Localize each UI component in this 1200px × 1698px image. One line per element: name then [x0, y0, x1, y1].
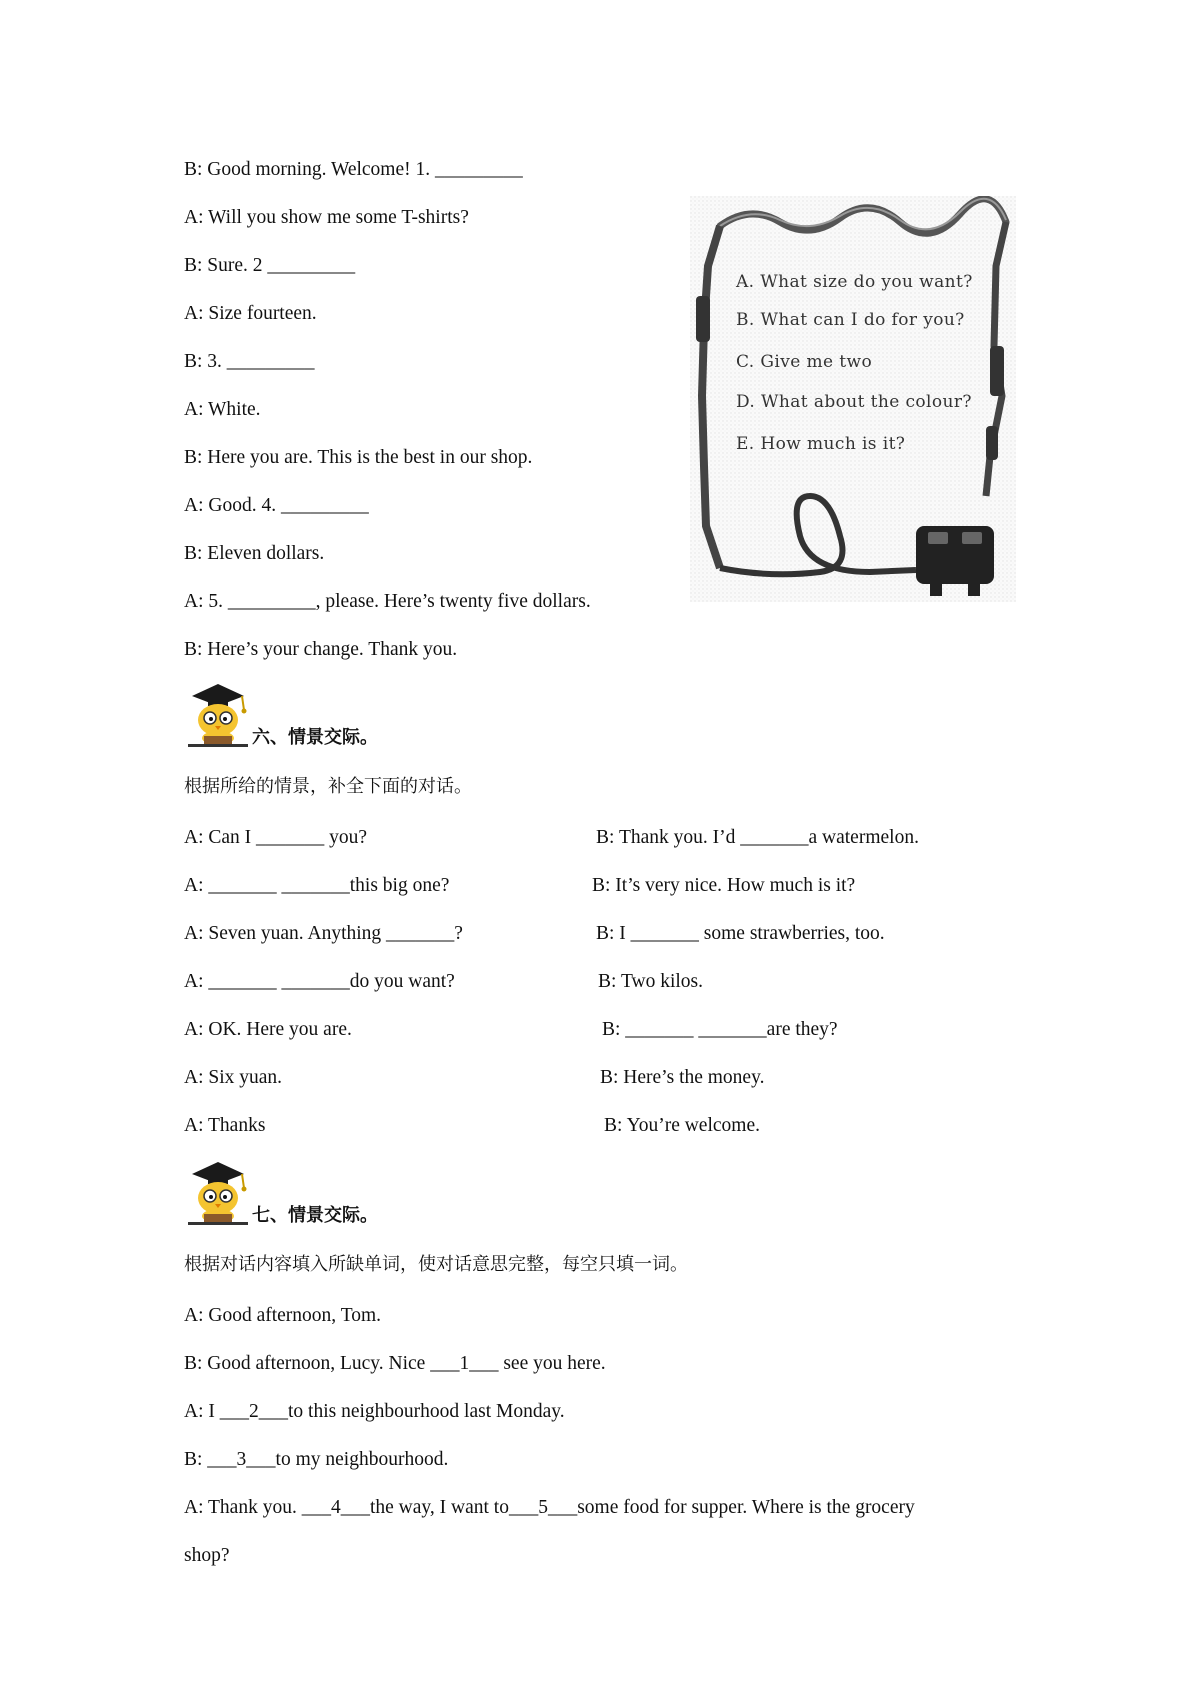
dialogue-line: B: Eleven dollars. — [184, 543, 325, 564]
section7-heading — [184, 1158, 584, 1228]
dialogue-line-b: B: Thank you. I’d _______a watermelon. — [596, 827, 919, 848]
dialogue-line: A: Thank you. ___4___the way, I want to___5___some food for supper. Where is the grocery — [184, 1497, 915, 1518]
dialogue-line: A: Good afternoon, Tom. — [184, 1305, 382, 1326]
dialogue-line-a: A: Thanks — [184, 1115, 266, 1136]
dialogue-line-b: B: It’s very nice. How much is it? — [592, 875, 856, 896]
dialogue-line-a: A: OK. Here you are. — [184, 1019, 352, 1040]
dialogue-line: B: Sure. 2 _________ — [184, 255, 356, 276]
dialogue-line: B: ___3___to my neighbourhood. — [184, 1449, 449, 1470]
dialogue-line-a: A: Seven yuan. Anything _______? — [184, 923, 463, 944]
dialogue-line-b: B: _______ _______are they? — [602, 1019, 838, 1040]
dialogue-line: B: Here’s your change. Thank you. — [184, 639, 458, 660]
option-a: A. What size do you want? — [736, 272, 973, 292]
dialogue-line: B: 3. _________ — [184, 351, 315, 372]
section7-title: 七、情景交际。 — [252, 1205, 378, 1226]
dialogue-line: A: White. — [184, 399, 261, 420]
dialogue-line-a: A: Can I _______ you? — [184, 827, 368, 848]
section6-title: 六、情景交际。 — [252, 727, 378, 748]
section6-heading — [184, 680, 584, 750]
option-b: B. What can I do for you? — [736, 310, 965, 330]
dialogue-line: A: I ___2___to this neighbourhood last Monday. — [184, 1401, 565, 1422]
dialogue-line-b: B: Here’s the money. — [600, 1067, 765, 1088]
dialogue-line: A: Size fourteen. — [184, 303, 317, 324]
owl-scholar-icon — [184, 1158, 250, 1228]
dialogue-line: A: Will you show me some T-shirts? — [184, 207, 469, 228]
section7-instruction: 根据对话内容填入所缺单词，使对话意思完整，每空只填一词。 — [184, 1254, 688, 1275]
dialogue-line: B: Here you are. This is the best in our shop. — [184, 447, 533, 468]
dialogue-line-a: A: _______ _______do you want? — [184, 971, 455, 992]
section6-instruction: 根据所给的情景，补全下面的对话。 — [184, 776, 472, 797]
dialogue-line: A: Good. 4. _________ — [184, 495, 369, 516]
owl-scholar-icon — [184, 680, 250, 750]
dialogue-line-a: A: _______ _______this big one? — [184, 875, 450, 896]
dialogue-line: shop? — [184, 1545, 230, 1566]
dialogue-line: A: 5. _________, please. Here’s twenty five dollars. — [184, 591, 591, 612]
option-c: C. Give me two — [736, 352, 873, 372]
dialogue-line-a: A: Six yuan. — [184, 1067, 283, 1088]
options-panel — [690, 196, 1016, 602]
dialogue-line: B: Good morning. Welcome! 1. _________ — [184, 159, 523, 180]
dialogue-line-b: B: You’re welcome. — [604, 1115, 760, 1136]
dialogue-line: B: Good afternoon, Lucy. Nice ___1___ see you here. — [184, 1353, 606, 1374]
option-d: D. What about the colour? — [736, 392, 972, 412]
dialogue-line-b: B: I _______ some strawberries, too. — [596, 923, 885, 944]
option-e: E. How much is it? — [736, 434, 906, 454]
dialogue-line-b: B: Two kilos. — [598, 971, 704, 992]
